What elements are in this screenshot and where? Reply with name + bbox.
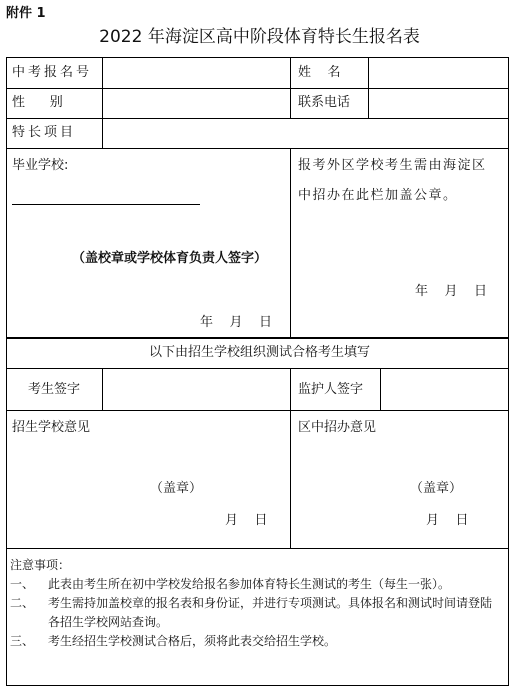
exam-number-label: 中考报名号 [12,65,93,80]
col-divider-school-block [290,148,291,337]
section-header: 以下由招生学校组织测试合格考生填写 [148,345,370,360]
attachment-label: 附件 1 [6,6,46,21]
school-date-label: 年 月 日 [200,315,273,330]
col-divider-sign-3 [380,368,381,410]
col-divider-sign-1 [102,368,103,410]
note-item-2: 二、 考生需持加盖校章的报名表和身份证，并进行专项测试。具体报名和测试时间请登陆各招生学校网站查询。 [10,596,493,629]
col-divider-mid-1 [290,57,291,118]
specialty-label: 特长项目 [12,125,77,140]
col-divider-label-1 [102,57,103,148]
notes-heading: 注意事项： [10,558,71,572]
gender-label: 性 别 [12,95,63,110]
col-divider-sign-2 [290,368,291,410]
col-divider-label-2 [368,57,369,118]
district-stamp-date-label: 年 月 日 [415,284,488,299]
row-divider-6 [6,548,509,549]
note-item-3: 三、 考生经招生学校测试合格后，须将此表交给招生学校。 [10,634,337,648]
graduation-school-label: 毕业学校: [12,158,69,173]
form-title: 2022 年海淀区高中阶段体育特长生报名表 [99,27,420,47]
guardian-signature-label: 监护人签字 [298,382,364,397]
row-divider-4 [6,368,509,369]
district-opinion-date: 月 日 [426,513,469,528]
district-opinion-label: 区中招办意见 [298,420,377,435]
district-stamp-label: （盖章） [410,481,463,496]
phone-label: 联系电话 [298,95,351,110]
name-label: 姓 名 [298,65,341,80]
candidate-signature-label: 考生签字 [28,382,81,397]
school-stamp-label: （盖章） [150,481,203,496]
stamp-note: （盖校章或学校体育负责人签字） [72,251,268,266]
out-of-district-note-line1: 报考外区学校考生需由海淀区 [298,158,487,173]
out-of-district-note-line2: 中招办在此栏加盖公章。 [298,188,458,203]
col-divider-opinion [290,410,291,548]
notes-section [10,556,502,651]
school-opinion-label: 招生学校意见 [12,420,91,435]
section-double-divider [6,337,509,339]
note-item-1: 一、 此表由考生所在初中学校发给报名参加体育特长生测试的考生（每生一张）。 [10,577,451,591]
row-divider-2 [6,118,509,119]
row-divider-5 [6,410,509,411]
school-opinion-date: 月 日 [225,513,268,528]
school-name-line [12,204,200,205]
row-divider-3 [6,148,509,149]
row-divider-1 [6,88,509,89]
